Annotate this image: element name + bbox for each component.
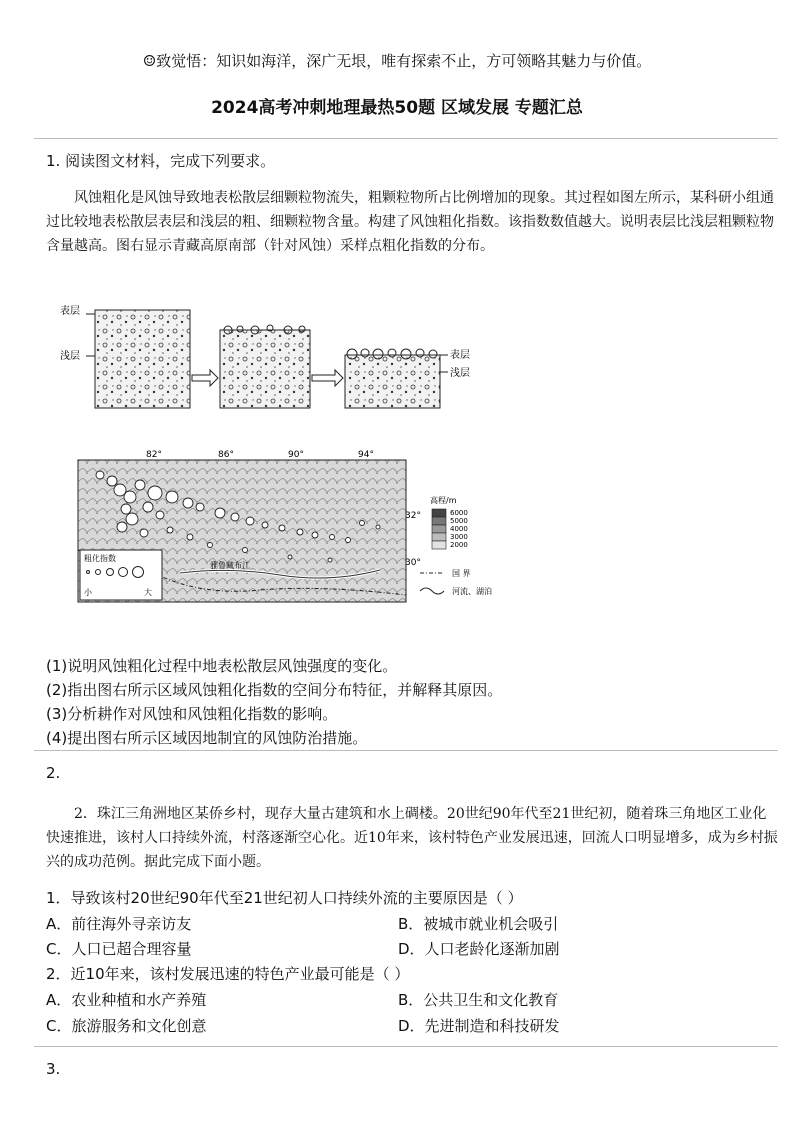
lat-label: 30°	[405, 558, 421, 568]
legend-large: 大	[144, 588, 152, 597]
page-title: 2024高考冲刺地理最热50题 区域发展 专题汇总	[211, 98, 583, 118]
legend-river: 河流、湖泊	[452, 587, 492, 596]
legend-border: 国 界	[452, 569, 471, 578]
answer-option[interactable]: A．农业种植和水产养殖	[46, 991, 207, 1009]
arrow-icon	[312, 370, 343, 386]
elev-level: 4000	[450, 525, 468, 533]
answer-option[interactable]: B．被城市就业机会吸引	[398, 915, 559, 933]
elev-title: 高程/m	[430, 496, 457, 505]
question-passage: 风蚀粗化是风蚀导致地表松散层细颗粒物流失，粗颗粒物所占比例增加的现象。其过程如图左所示，某科研小组通过比较地表松散层表层和浅层的粗、细颗粒物含量。构建了风蚀粗化指数。该指数数值越大。说明表层比浅层粗颗粒物含量越高。图右显示青藏高原南部（针对风蚀）采样点粗化指数的分布。	[46, 190, 774, 254]
divider	[34, 750, 778, 751]
soil-block-middle	[220, 330, 310, 408]
question-number: 3.	[46, 1060, 61, 1078]
lon-label: 86°	[218, 450, 234, 460]
question-number: 2.	[46, 764, 61, 782]
label-shallow: 浅层	[60, 351, 80, 362]
lon-label: 94°	[358, 450, 374, 460]
label-surface: 表层	[60, 306, 80, 317]
label-surface-right: 表层	[450, 350, 470, 361]
subquestion: (4)提出图右所示区域因地制宜的风蚀防治措施。	[46, 729, 368, 747]
answer-option[interactable]: C．旅游服务和文化创意	[46, 1017, 207, 1035]
subquestion: (1)说明风蚀粗化过程中地表松散层风蚀强度的变化。	[46, 657, 398, 675]
elev-level: 6000	[450, 509, 468, 517]
lon-label: 82°	[146, 450, 162, 460]
question-number: 1. 阅读图文材料，完成下列要求。	[46, 152, 276, 170]
answer-option[interactable]: A．前往海外寻亲访友	[46, 915, 192, 933]
river-label: 雅鲁藏布江	[210, 561, 250, 570]
answer-option[interactable]: C．人口已超合理容量	[46, 940, 192, 958]
elev-level: 5000	[450, 517, 468, 525]
soil-block-initial	[95, 310, 190, 408]
legend-small: 小	[84, 588, 92, 597]
lat-label: 32°	[405, 511, 421, 521]
question-passage: 2．珠江三角洲地区某侨乡村，现存大量古建筑和水上碉楼。20世纪90年代至21世纪初，随着珠三角地区工业化快速推进，该村人口持续外流，村落逐渐空心化。近10年来，该村特色产业发展迅速，回流人口明显增多，成为乡村振兴的成功范例。据此完成下面小题。	[46, 806, 778, 870]
answer-option[interactable]: D．先进制造和科技研发	[398, 1017, 560, 1035]
elev-level: 3000	[450, 533, 468, 541]
river-legend-icon	[420, 588, 444, 594]
lon-label: 90°	[288, 450, 304, 460]
subquestion: (3)分析耕作对风蚀和风蚀粗化指数的影响。	[46, 705, 338, 723]
elev-level: 2000	[450, 541, 468, 549]
label-shallow-right: 浅层	[450, 368, 470, 379]
divider	[34, 1046, 778, 1047]
question-stem: 1．导致该村20世纪90年代至21世纪初人口持续外流的主要原因是（ ）	[46, 889, 523, 907]
answer-option[interactable]: D．人口老龄化逐渐加剧	[398, 940, 560, 958]
motto: ☺致觉悟：知识如海洋，深广无垠，唯有探索不止，方可领略其魅力与价值。	[142, 52, 652, 70]
question-stem: 2．近10年来，该村发展迅速的特色产业最可能是（ ）	[46, 965, 410, 983]
erosion-process-figure	[60, 300, 510, 420]
divider	[34, 138, 778, 139]
coarsening-index-map	[60, 445, 560, 605]
arrow-icon	[192, 370, 218, 386]
subquestion: (2)指出图右所示区域风蚀粗化指数的空间分布特征，并解释其原因。	[46, 681, 503, 699]
legend-index-title: 粗化指数	[84, 554, 116, 563]
soil-block-final	[345, 355, 440, 408]
answer-option[interactable]: B．公共卫生和文化教育	[398, 991, 559, 1009]
